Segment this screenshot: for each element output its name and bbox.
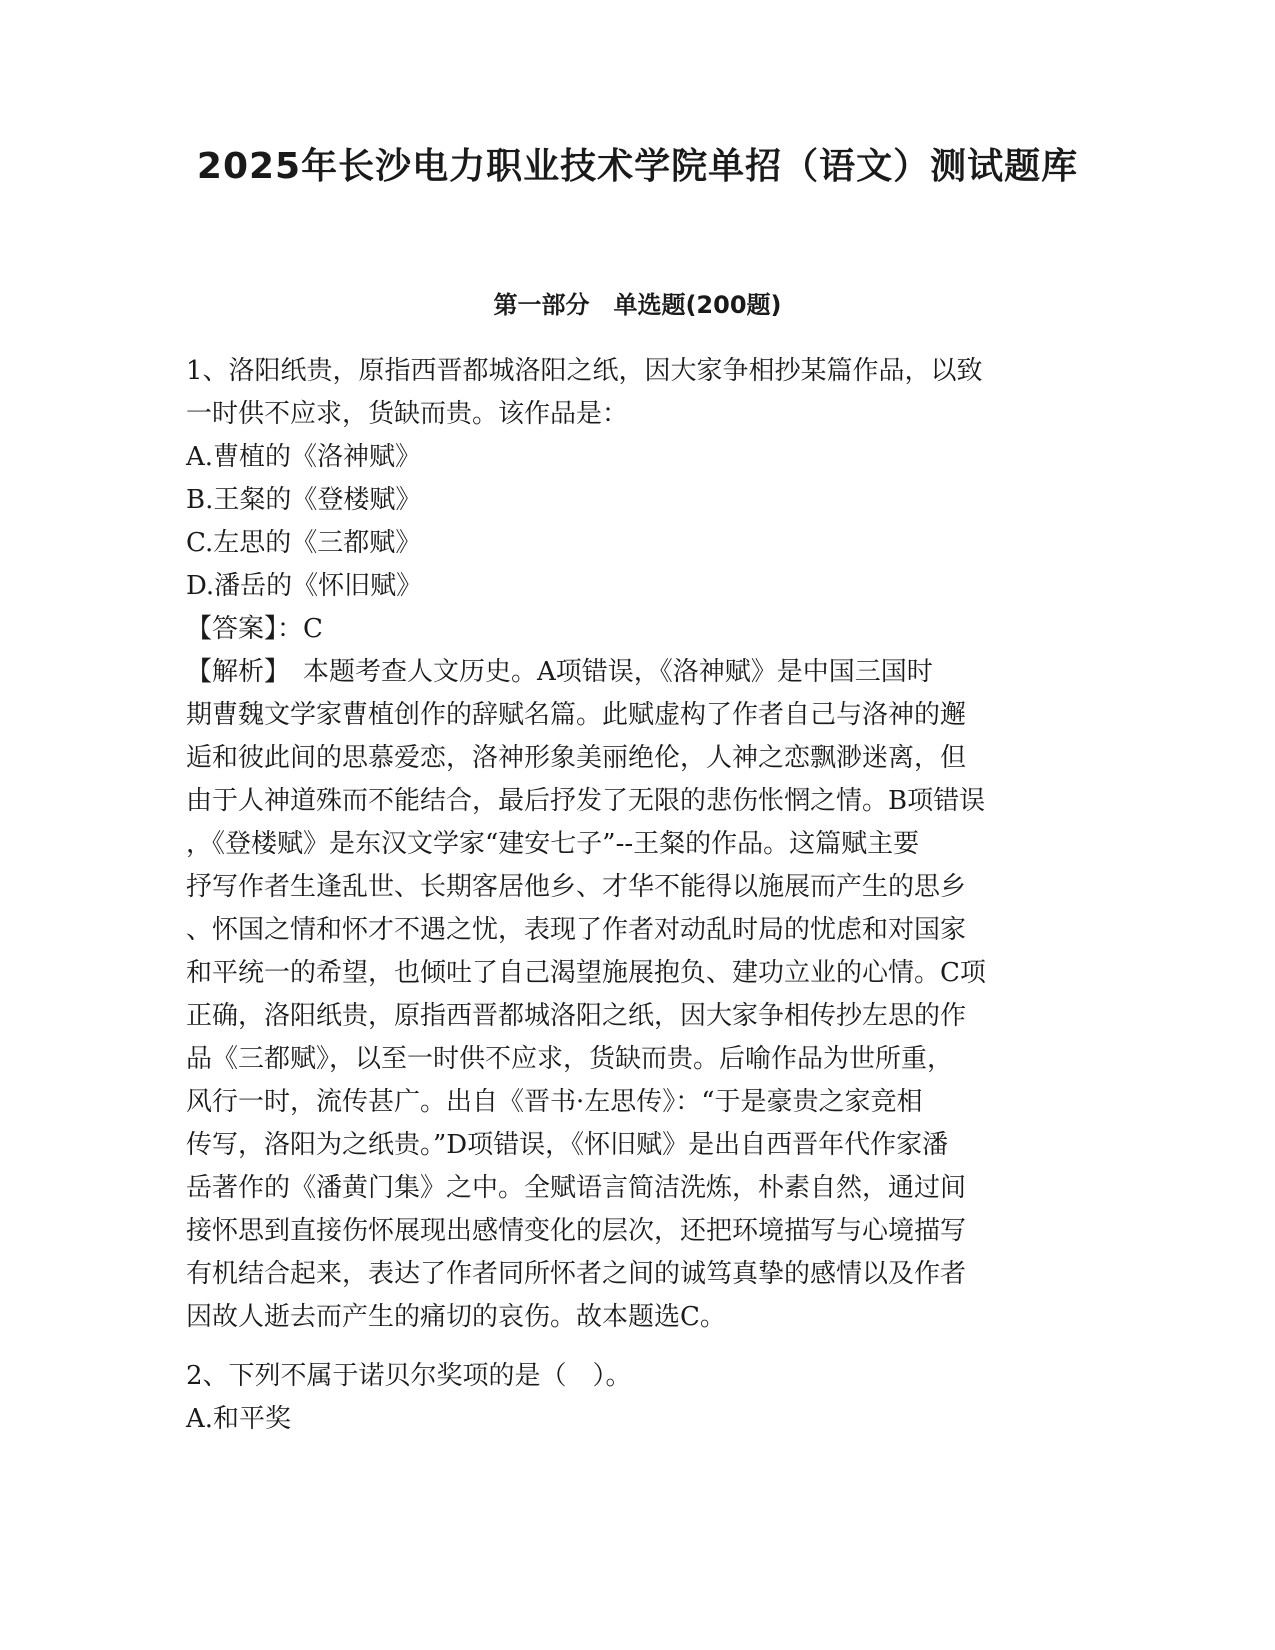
analysis-line: 正确，洛阳纸贵，原指西晋都城洛阳之纸，因大家争相传抄左思的作 (186, 1001, 967, 1031)
section-heading: 第一部分 单选题(200题) (493, 291, 782, 319)
analysis-line: 风行一时，流传甚广。出自《晋书·左思传》：“于是豪贵之家竞相 (186, 1087, 923, 1117)
analysis-line: 传写，洛阳为之纸贵。”D项错误，《怀旧赋》是出自西晋年代作家潘 (186, 1130, 949, 1160)
question-1 (186, 350, 1086, 1339)
analysis-line: 和平统一的希望，也倾吐了自己渴望施展抱负、建功立业的心情。C项 (186, 958, 986, 988)
question-stem-line: 2、下列不属于诺贝尔奖项的是（ ）。 (186, 1361, 632, 1391)
option-a: A.曹植的《洛神赋》 (186, 442, 422, 472)
analysis-line: 岳著作的《潘黄门集》之中。全赋语言简洁洗炼，朴素自然，通过间 (186, 1173, 967, 1203)
analysis-line: 期曹魏文学家曹植创作的辞赋名篇。此赋虚构了作者自己与洛神的邂 (186, 700, 967, 730)
question-stem-line: 一时供不应求，货缺而贵。该作品是： (186, 399, 629, 429)
analysis-line: 由于人神道殊而不能结合，最后抒发了无限的悲伤怅惘之情。B项错误 (186, 786, 986, 816)
analysis-line: 接怀思到直接伤怀展现出感情变化的层次，还把环境描写与心境描写 (186, 1216, 967, 1246)
analysis-line: 品《三都赋》，以至一时供不应求，货缺而贵。后喻作品为世所重， (186, 1044, 954, 1074)
analysis-line: 逅和彼此间的思慕爱恋，洛神形象美丽绝伦，人神之恋飘渺迷离，但 (186, 743, 967, 773)
answer-line: 【答案】：C (186, 614, 323, 644)
analysis-line: 、怀国之情和怀才不遇之忧，表现了作者对动乱时局的忧虑和对国家 (186, 915, 967, 945)
question-spacer (186, 1339, 1086, 1355)
analysis-line: 因故人逝去而产生的痛切的哀伤。故本题选C。 (186, 1302, 726, 1332)
option-d: D.潘岳的《怀旧赋》 (186, 571, 423, 601)
analysis-line: 抒写作者生逢乱世、长期客居他乡、才华不能得以施展而产生的思乡 (186, 872, 967, 902)
document-body (186, 350, 1086, 1441)
analysis-line: ，《登楼赋》是东汉文学家“建安七子”--王粲的作品。这篇赋主要 (186, 829, 920, 859)
option-a: A.和平奖 (186, 1404, 292, 1434)
question-2 (186, 1355, 1086, 1441)
analysis-line: 【解析】 本题考查人文历史。A项错误，《洛神赋》是中国三国时 (186, 657, 933, 687)
option-b: B.王粲的《登楼赋》 (186, 485, 422, 515)
document-title: 2025年长沙电力职业技术学院单招（语文）测试题库 (196, 146, 1079, 187)
analysis-line: 有机结合起来，表达了作者同所怀者之间的诚笃真挚的感情以及作者 (186, 1259, 967, 1289)
question-stem-line: 1、洛阳纸贵，原指西晋都城洛阳之纸，因大家争相抄某篇作品，以致 (186, 356, 983, 386)
option-c: C.左思的《三都赋》 (186, 528, 422, 558)
